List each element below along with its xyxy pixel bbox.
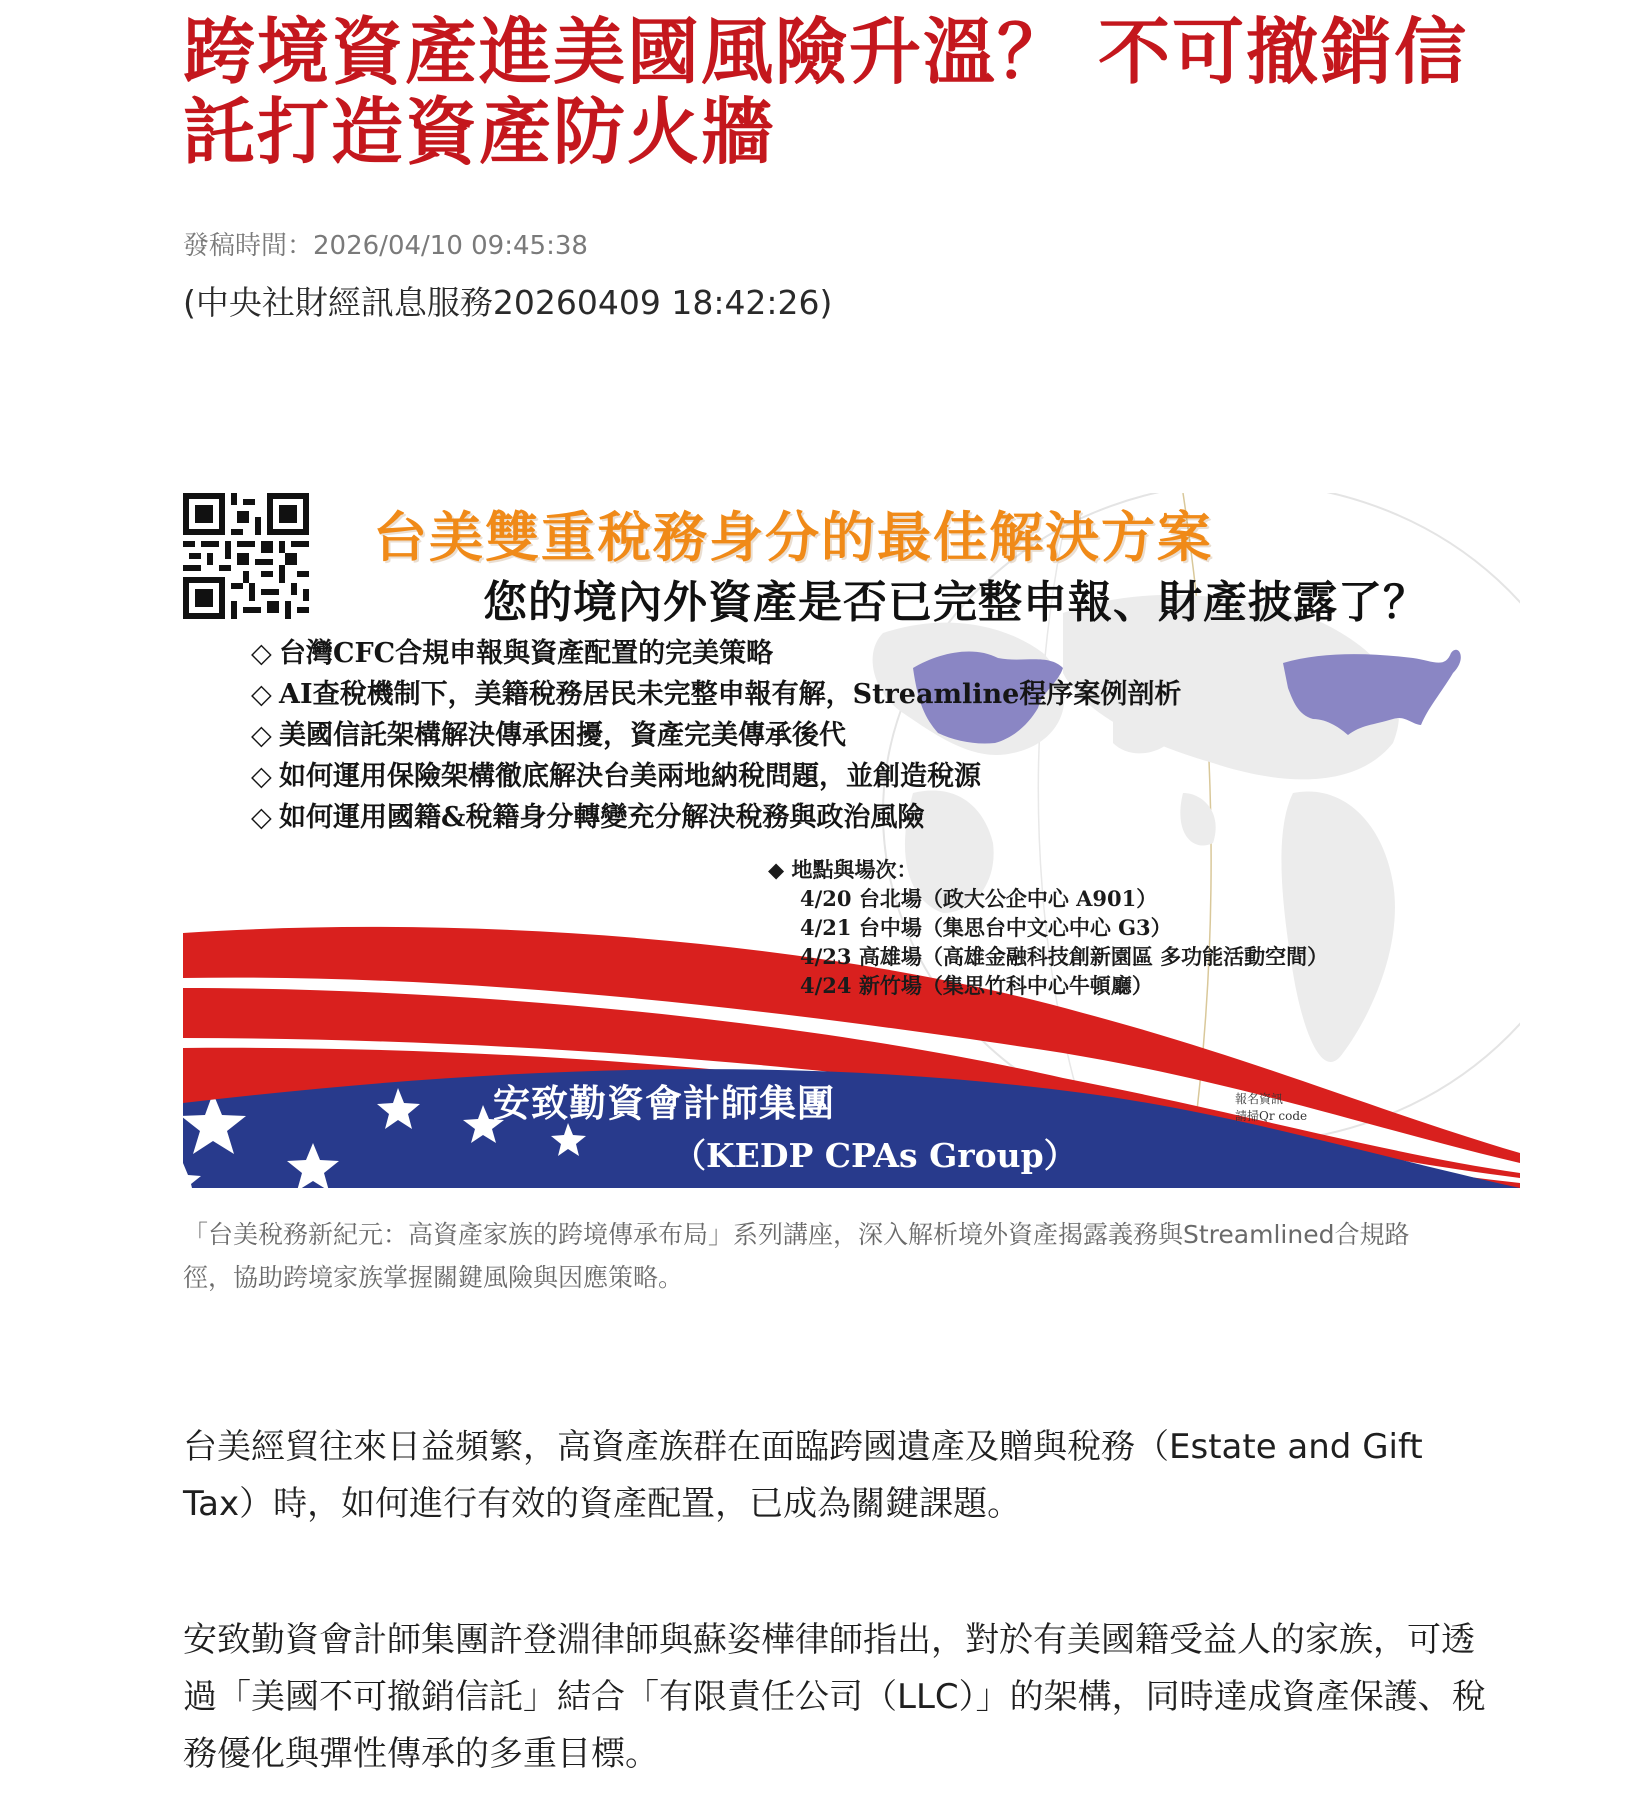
publish-time-value: 2026/04/10 09:45:38 bbox=[313, 231, 588, 261]
news-source: (中央社財經訊息服務20260409 18:42:26) bbox=[183, 283, 833, 322]
banner-title: 台美雙重稅務身分的最佳解決方案 bbox=[373, 505, 1213, 569]
venue-item: 4/24 新竹場（集思竹科中心牛頓廳） bbox=[800, 973, 1153, 998]
venue-schedule bbox=[768, 855, 1328, 1000]
organizer-name-en: （KEDP CPAs Group） bbox=[673, 1136, 1077, 1175]
banner-bullet: ◇ 台灣CFC合規申報與資產配置的完美策略 bbox=[251, 633, 1181, 674]
headline-line-1: 跨境資產進美國風險升溫？ 不可撤銷信 bbox=[183, 10, 1469, 94]
organizer-name-cn: 安致勤資會計師集團 bbox=[493, 1081, 835, 1125]
image-caption: 「台美稅務新紀元：高資產家族的跨境傳承布局」系列講座，深入解析境外資產揭露義務與Streamlined合規路徑，協助跨境家族掌握關鍵風險與因應策略。 bbox=[183, 1220, 1410, 1292]
diamond-outline-icon: ◇ bbox=[251, 720, 272, 751]
banner-bullet: ◇ 如何運用保險架構徹底解決台美兩地納稅問題，並創造稅源 bbox=[251, 756, 1181, 797]
body-paragraph: 台美經貿往來日益頻繁，高資產族群在面臨跨國遺產及贈與稅務（Estate and Gift Tax）時，如何進行有效的資產配置，已成為關鍵課題。 bbox=[183, 1427, 1423, 1524]
article-headline bbox=[183, 12, 1503, 172]
banner-bullet-list bbox=[251, 633, 1181, 838]
venue-item: 4/23 高雄場（高雄金融科技創新園區 多功能活動空間） bbox=[800, 944, 1329, 969]
diamond-outline-icon: ◇ bbox=[251, 679, 272, 710]
publish-time-label: 發稿時間： bbox=[183, 231, 314, 261]
banner-bullet: ◇ 如何運用國籍&稅籍身分轉變充分解決稅務與政治風險 bbox=[251, 797, 1181, 838]
banner-subtitle: 您的境內外資產是否已完整申報、財產披露了？ bbox=[483, 577, 1428, 628]
publish-time bbox=[183, 230, 588, 262]
diamond-outline-icon: ◇ bbox=[251, 638, 272, 669]
venue-item: 4/21 台中場（集思台中文心中心 G3） bbox=[800, 915, 1172, 940]
diamond-outline-icon: ◇ bbox=[251, 802, 272, 833]
seminar-banner-image bbox=[183, 493, 1520, 1188]
headline-line-2: 託打造資產防火牆 bbox=[183, 90, 776, 174]
body-paragraph: 安致勤資會計師集團許登淵律師與蘇姿樺律師指出，對於有美國籍受益人的家族，可透過「美國不可撤銷信託」結合「有限責任公司（LLC）」的架構，同時達成資產保護、稅務優化與彈性傳承的多重目標。 bbox=[183, 1620, 1486, 1774]
venue-heading: ◆ 地點與場次： bbox=[768, 857, 918, 882]
registration-qr-code[interactable] bbox=[183, 493, 309, 619]
diamond-outline-icon: ◇ bbox=[251, 761, 272, 792]
venue-item: 4/20 台北場（政大公企中心 A901） bbox=[800, 886, 1158, 911]
banner-bullet: ◇ 美國信託架構解決傳承困擾，資產完美傳承後代 bbox=[251, 715, 1181, 756]
qr-note: 報名資訊 請掃Qr code bbox=[1235, 1092, 1308, 1123]
banner-bullet: ◇ AI查稅機制下，美籍稅務居民未完整申報有解，Streamline程序案例剖析 bbox=[251, 674, 1181, 715]
